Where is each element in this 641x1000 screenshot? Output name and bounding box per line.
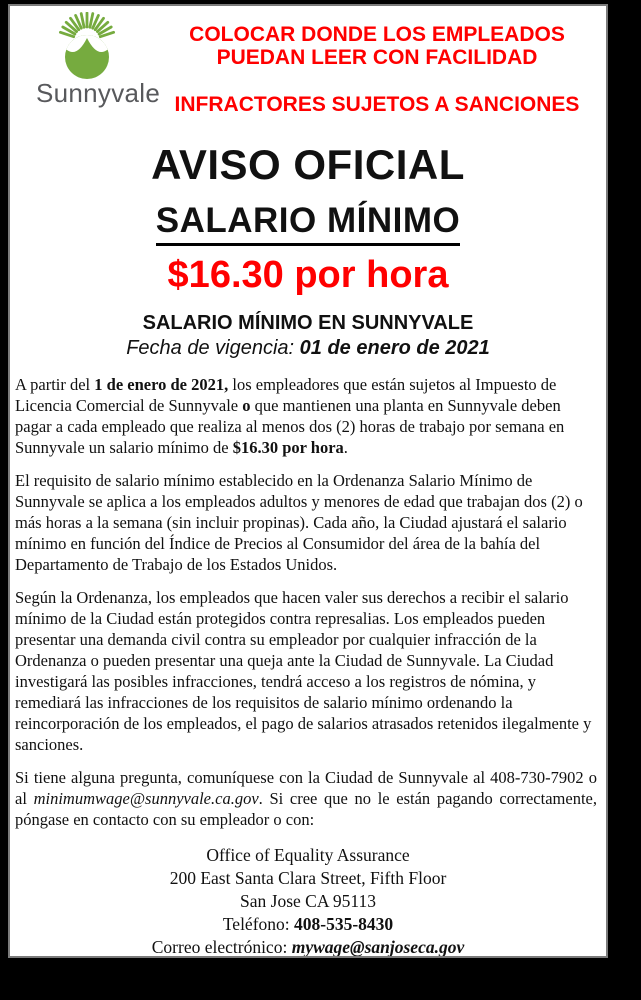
contact-address-city: San Jose CA 95113 <box>240 891 376 911</box>
contact-email-label: Correo electrónico: <box>151 937 292 957</box>
contact-phone-line <box>10 913 606 936</box>
notice-body <box>10 374 606 830</box>
wage-rate: $16.30 por hora <box>167 254 449 296</box>
p1-or-bold: o <box>242 396 251 415</box>
paragraph-employer-obligation <box>15 374 597 458</box>
contact-email-line <box>10 936 606 958</box>
p4-text: Si tiene alguna pregunta, comuníquese con la Ciudad de Sunnyvale al 408-730-7902 o al <box>15 768 597 808</box>
contact-phone-number: 408-535-8430 <box>294 914 394 934</box>
sunnyvale-sun-logo-icon <box>48 12 126 80</box>
contact-address-street: 200 East Santa Clara Street, Fifth Floor <box>169 868 447 888</box>
notice-title: AVISO OFICIAL <box>151 141 465 188</box>
effective-date-label: Fecha de vigencia: <box>126 337 300 359</box>
notice-subject-wrap <box>10 201 606 246</box>
posting-instruction-lines <box>162 23 592 69</box>
contact-phone-label: Teléfono: <box>222 914 295 934</box>
p1-text: los empleadores que están sujetos al Impuesto de Licencia Comercial de Sunnyvale <box>15 375 557 415</box>
contact-office: Office of Equality Assurance <box>206 845 410 865</box>
p4-email-italic: minimumwage@sunnyvale.ca.gov <box>33 789 259 808</box>
effective-date-line <box>10 337 606 360</box>
paragraph-questions-contact <box>15 767 597 830</box>
notice-subject: SALARIO MÍNIMO <box>156 201 460 246</box>
contact-email-address: mywage@sanjoseca.gov <box>291 937 465 957</box>
contact-block <box>10 844 606 958</box>
p1-rate-bold: $16.30 por hora <box>232 438 344 457</box>
violators-warning: INFRACTORES SUJETOS A SANCIONES <box>174 93 580 116</box>
official-notice-page <box>8 4 608 958</box>
notice-header <box>10 6 606 117</box>
p1-text: . <box>343 438 348 457</box>
posting-instructions <box>162 12 606 117</box>
p4-text: . Si cree que no le están pagando correctamente, póngase en contacto con su empleador o con: <box>15 789 597 829</box>
sun-rays-icon <box>60 13 113 37</box>
p1-text: A partir del <box>15 375 95 394</box>
effective-date-value: 01 de enero de 2021 <box>299 337 490 359</box>
paragraph-ordinance-scope: El requisito de salario mínimo establecido en la Ordenanza Salario Mínimo de Sunnyvale se aplica a los empleados adultos y menores de edad que trabajan dos (2) o más horas a la semana (sin incluir propinas). Cada año, la Ciudad ajustará el salario mínimo en función del Índice de Precios al Consumidor del área de la bahía del Departamento de Trabajo de los Estados Unidos. <box>15 471 583 574</box>
posting-line-1: COLOCAR DONDE LOS EMPLEADOS <box>189 23 565 46</box>
brand-wordmark: Sunnyvale <box>36 78 161 108</box>
posting-line-2: PUEDAN LEER CON FACILIDAD <box>216 46 538 69</box>
paragraph-retaliation-protection: Según la Ordenanza, los empleados que hacen valer sus derechos a recibir el salario mínimo de la Ciudad están protegidos contra represalias. Los empleados pueden presentar una demanda civil contra su empleador por cualquier infracción de la Ordenanza o pueden presentar una queja ante la Ciudad de Sunnyvale. La Ciudad investigará las posibles infracciones, tendrá acceso a los registros de nómina, y remediará las infracciones de los requisitos de salario mínimo ordenando la reincorporación de los empleados, el pago de salarios atrasados retenidos ilegalmente y sanciones. <box>15 588 592 754</box>
city-logo <box>36 12 162 117</box>
p1-text: que mantienen una planta en Sunnyvale deben pagar a cada empleado que realiza al menos dos (2) horas de trabajo por semana en Sunnyvale un salario mínimo de <box>15 396 565 457</box>
wage-subheading: SALARIO MÍNIMO EN SUNNYVALE <box>142 312 474 334</box>
p1-date-bold: 1 de enero de 2021, <box>94 375 229 394</box>
